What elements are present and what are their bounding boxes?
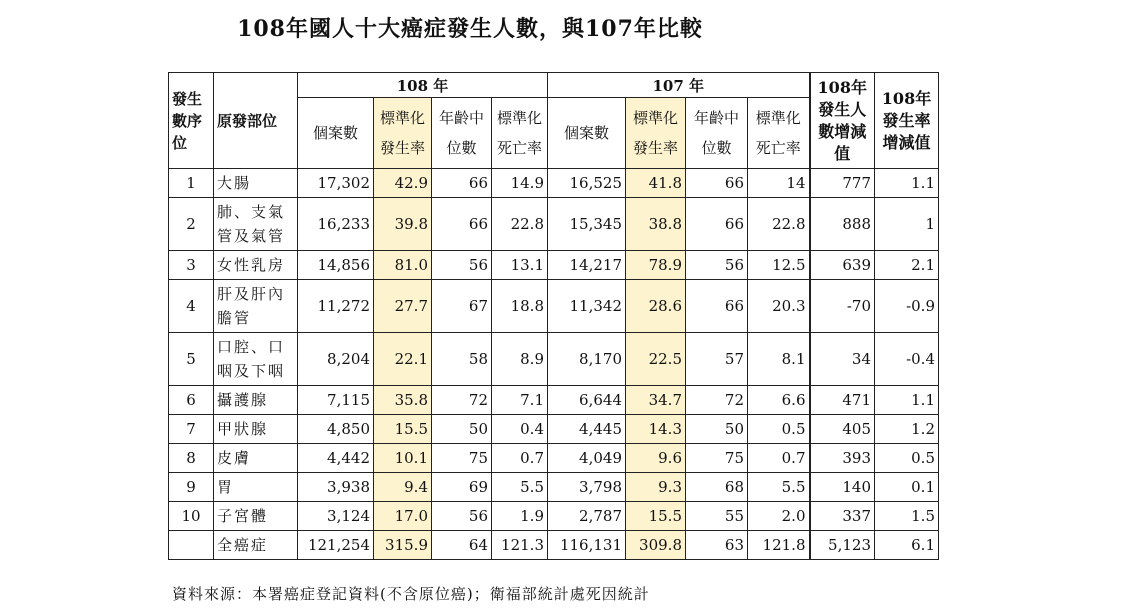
incidence-107-cell: 34.7 bbox=[626, 386, 686, 415]
median-age-108-cell: 75 bbox=[432, 444, 492, 473]
mortality-107-cell: 5.5 bbox=[748, 473, 810, 502]
cases-107-cell: 3,798 bbox=[548, 473, 626, 502]
incidence-107-cell: 309.8 bbox=[626, 531, 686, 560]
rank-cell: 8 bbox=[169, 444, 214, 473]
median-age-108-cell: 67 bbox=[432, 280, 492, 333]
rank-cell: 7 bbox=[169, 415, 214, 444]
diff-rate-cell: 1 bbox=[875, 198, 939, 251]
mortality-108-cell: 5.5 bbox=[492, 473, 548, 502]
page-title: 108年國人十大癌症發生人數，與107年比較 bbox=[237, 16, 703, 42]
rank-cell: 4 bbox=[169, 280, 214, 333]
site-cell: 女性乳房 bbox=[214, 251, 298, 280]
median-age-107-cell: 50 bbox=[686, 415, 748, 444]
cases-108-cell: 14,856 bbox=[298, 251, 374, 280]
site-cell: 皮膚 bbox=[214, 444, 298, 473]
mortality-107-cell: 121.8 bbox=[748, 531, 810, 560]
rank-cell: 6 bbox=[169, 386, 214, 415]
diff-rate-cell: -0.9 bbox=[875, 280, 939, 333]
incidence-107-cell: 38.8 bbox=[626, 198, 686, 251]
diff-rate-cell: 2.1 bbox=[875, 251, 939, 280]
incidence-107-cell: 15.5 bbox=[626, 502, 686, 531]
cases-108-cell: 121,254 bbox=[298, 531, 374, 560]
header-incidence-107: 標準化發生率 bbox=[626, 98, 686, 169]
table-row bbox=[169, 444, 939, 473]
incidence-108-cell: 39.8 bbox=[374, 198, 432, 251]
incidence-108-cell: 17.0 bbox=[374, 502, 432, 531]
mortality-107-cell: 2.0 bbox=[748, 502, 810, 531]
header-diff-rate: 108年發生率增減值 bbox=[875, 73, 939, 169]
header-incidence-108: 標準化發生率 bbox=[374, 98, 432, 169]
median-age-108-cell: 66 bbox=[432, 169, 492, 198]
incidence-107-cell: 78.9 bbox=[626, 251, 686, 280]
incidence-108-cell: 9.4 bbox=[374, 473, 432, 502]
table-row bbox=[169, 251, 939, 280]
incidence-108-cell: 81.0 bbox=[374, 251, 432, 280]
table-row bbox=[169, 415, 939, 444]
table-row bbox=[169, 502, 939, 531]
incidence-108-cell: 27.7 bbox=[374, 280, 432, 333]
mortality-108-cell: 1.9 bbox=[492, 502, 548, 531]
mortality-108-cell: 14.9 bbox=[492, 169, 548, 198]
header-mortality-107: 標準化死亡率 bbox=[748, 98, 810, 169]
diff-cases-cell: -70 bbox=[810, 280, 875, 333]
diff-rate-cell: 1.1 bbox=[875, 386, 939, 415]
cases-108-cell: 3,938 bbox=[298, 473, 374, 502]
table-row bbox=[169, 280, 939, 333]
diff-cases-cell: 405 bbox=[810, 415, 875, 444]
header-mortality-108: 標準化死亡率 bbox=[492, 98, 548, 169]
header-diff-cases: 108年發生人數增減值 bbox=[810, 73, 875, 169]
cases-108-cell: 7,115 bbox=[298, 386, 374, 415]
rank-cell: 9 bbox=[169, 473, 214, 502]
incidence-107-cell: 22.5 bbox=[626, 333, 686, 386]
mortality-108-cell: 22.8 bbox=[492, 198, 548, 251]
median-age-108-cell: 64 bbox=[432, 531, 492, 560]
rank-cell: 3 bbox=[169, 251, 214, 280]
cases-107-cell: 16,525 bbox=[548, 169, 626, 198]
cases-107-cell: 11,342 bbox=[548, 280, 626, 333]
median-age-107-cell: 66 bbox=[686, 280, 748, 333]
cases-108-cell: 16,233 bbox=[298, 198, 374, 251]
mortality-108-cell: 8.9 bbox=[492, 333, 548, 386]
cases-107-cell: 2,787 bbox=[548, 502, 626, 531]
diff-cases-cell: 888 bbox=[810, 198, 875, 251]
header-cases-108: 個案數 bbox=[298, 98, 374, 169]
header-rank: 發生數序位 bbox=[169, 73, 214, 169]
diff-cases-cell: 337 bbox=[810, 502, 875, 531]
median-age-108-cell: 66 bbox=[432, 198, 492, 251]
mortality-108-cell: 121.3 bbox=[492, 531, 548, 560]
incidence-108-cell: 15.5 bbox=[374, 415, 432, 444]
cases-107-cell: 6,644 bbox=[548, 386, 626, 415]
diff-rate-cell: 1.1 bbox=[875, 169, 939, 198]
incidence-108-cell: 42.9 bbox=[374, 169, 432, 198]
diff-rate-cell: 1.2 bbox=[875, 415, 939, 444]
table-row bbox=[169, 169, 939, 198]
median-age-108-cell: 50 bbox=[432, 415, 492, 444]
median-age-108-cell: 56 bbox=[432, 502, 492, 531]
median-age-107-cell: 66 bbox=[686, 198, 748, 251]
mortality-107-cell: 14 bbox=[748, 169, 810, 198]
median-age-108-cell: 56 bbox=[432, 251, 492, 280]
cases-107-cell: 4,445 bbox=[548, 415, 626, 444]
site-cell: 攝護腺 bbox=[214, 386, 298, 415]
site-cell: 大腸 bbox=[214, 169, 298, 198]
incidence-108-cell: 22.1 bbox=[374, 333, 432, 386]
cases-107-cell: 15,345 bbox=[548, 198, 626, 251]
incidence-107-cell: 9.3 bbox=[626, 473, 686, 502]
diff-cases-cell: 639 bbox=[810, 251, 875, 280]
incidence-107-cell: 28.6 bbox=[626, 280, 686, 333]
median-age-107-cell: 66 bbox=[686, 169, 748, 198]
mortality-108-cell: 13.1 bbox=[492, 251, 548, 280]
header-median-age-108: 年齡中位數 bbox=[432, 98, 492, 169]
diff-cases-cell: 140 bbox=[810, 473, 875, 502]
cases-107-cell: 8,170 bbox=[548, 333, 626, 386]
incidence-107-cell: 41.8 bbox=[626, 169, 686, 198]
diff-cases-cell: 393 bbox=[810, 444, 875, 473]
cases-107-cell: 116,131 bbox=[548, 531, 626, 560]
median-age-108-cell: 72 bbox=[432, 386, 492, 415]
diff-cases-cell: 777 bbox=[810, 169, 875, 198]
mortality-107-cell: 0.7 bbox=[748, 444, 810, 473]
mortality-107-cell: 0.5 bbox=[748, 415, 810, 444]
diff-cases-cell: 471 bbox=[810, 386, 875, 415]
median-age-108-cell: 58 bbox=[432, 333, 492, 386]
mortality-108-cell: 0.7 bbox=[492, 444, 548, 473]
median-age-107-cell: 56 bbox=[686, 251, 748, 280]
incidence-108-cell: 10.1 bbox=[374, 444, 432, 473]
mortality-107-cell: 20.3 bbox=[748, 280, 810, 333]
mortality-108-cell: 0.4 bbox=[492, 415, 548, 444]
mortality-107-cell: 8.1 bbox=[748, 333, 810, 386]
source-note: 資料來源：本署癌症登記資料(不含原位癌)；衛福部統計處死因統計 bbox=[172, 585, 650, 603]
rank-cell: 2 bbox=[169, 198, 214, 251]
incidence-108-cell: 35.8 bbox=[374, 386, 432, 415]
incidence-107-cell: 9.6 bbox=[626, 444, 686, 473]
diff-rate-cell: 0.1 bbox=[875, 473, 939, 502]
mortality-108-cell: 18.8 bbox=[492, 280, 548, 333]
diff-rate-cell: 1.5 bbox=[875, 502, 939, 531]
incidence-108-cell: 315.9 bbox=[374, 531, 432, 560]
cases-108-cell: 4,442 bbox=[298, 444, 374, 473]
table-row bbox=[169, 198, 939, 251]
header-year-107: 107 年 bbox=[548, 73, 810, 98]
rank-cell: 10 bbox=[169, 502, 214, 531]
diff-rate-cell: 0.5 bbox=[875, 444, 939, 473]
rank-cell: 5 bbox=[169, 333, 214, 386]
median-age-107-cell: 63 bbox=[686, 531, 748, 560]
median-age-107-cell: 68 bbox=[686, 473, 748, 502]
table-body bbox=[169, 169, 939, 560]
median-age-107-cell: 57 bbox=[686, 333, 748, 386]
site-cell: 胃 bbox=[214, 473, 298, 502]
rank-cell: 1 bbox=[169, 169, 214, 198]
median-age-107-cell: 55 bbox=[686, 502, 748, 531]
mortality-107-cell: 22.8 bbox=[748, 198, 810, 251]
site-cell: 全癌症 bbox=[214, 531, 298, 560]
site-cell: 甲狀腺 bbox=[214, 415, 298, 444]
header-site: 原發部位 bbox=[214, 73, 298, 169]
table-row bbox=[169, 473, 939, 502]
diff-cases-cell: 5,123 bbox=[810, 531, 875, 560]
header-row-years bbox=[169, 73, 939, 98]
mortality-108-cell: 7.1 bbox=[492, 386, 548, 415]
header-cases-107: 個案數 bbox=[548, 98, 626, 169]
diff-rate-cell: 6.1 bbox=[875, 531, 939, 560]
incidence-107-cell: 14.3 bbox=[626, 415, 686, 444]
rank-cell bbox=[169, 531, 214, 560]
cases-108-cell: 3,124 bbox=[298, 502, 374, 531]
header-median-age-107: 年齡中位數 bbox=[686, 98, 748, 169]
cases-108-cell: 17,302 bbox=[298, 169, 374, 198]
mortality-107-cell: 12.5 bbox=[748, 251, 810, 280]
median-age-107-cell: 75 bbox=[686, 444, 748, 473]
cases-108-cell: 11,272 bbox=[298, 280, 374, 333]
median-age-107-cell: 72 bbox=[686, 386, 748, 415]
header-year-108: 108 年 bbox=[298, 73, 548, 98]
mortality-107-cell: 6.6 bbox=[748, 386, 810, 415]
cases-107-cell: 14,217 bbox=[548, 251, 626, 280]
site-cell: 口腔、口咽及下咽 bbox=[214, 333, 298, 386]
table-row bbox=[169, 333, 939, 386]
site-cell: 肺、支氣管及氣管 bbox=[214, 198, 298, 251]
diff-rate-cell: -0.4 bbox=[875, 333, 939, 386]
site-cell: 肝及肝內膽管 bbox=[214, 280, 298, 333]
cases-107-cell: 4,049 bbox=[548, 444, 626, 473]
site-cell: 子宮體 bbox=[214, 502, 298, 531]
cancer-table bbox=[168, 72, 939, 560]
cases-108-cell: 8,204 bbox=[298, 333, 374, 386]
diff-cases-cell: 34 bbox=[810, 333, 875, 386]
median-age-108-cell: 69 bbox=[432, 473, 492, 502]
table-row bbox=[169, 386, 939, 415]
cases-108-cell: 4,850 bbox=[298, 415, 374, 444]
table-row-total bbox=[169, 531, 939, 560]
